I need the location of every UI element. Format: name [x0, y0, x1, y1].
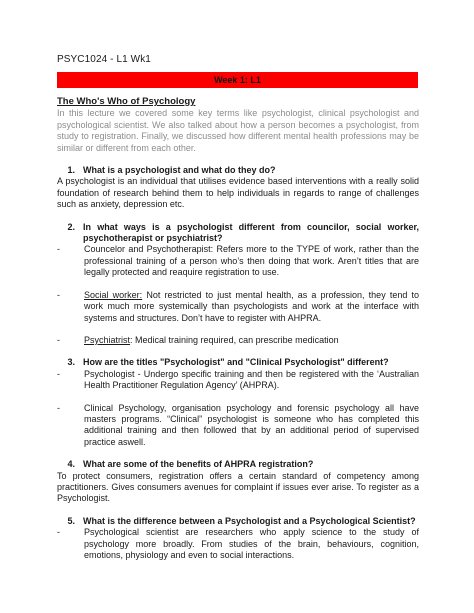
section-title: The Who's Who of Psychology — [57, 96, 196, 107]
question-number: 2. — [67, 221, 75, 232]
question-5 — [57, 516, 419, 527]
question-number: 1. — [67, 165, 75, 176]
bullet-dash: - — [57, 289, 60, 300]
answer-3-bullet-2 — [57, 403, 419, 449]
bullet-dash: - — [57, 402, 60, 413]
notes-body — [57, 96, 419, 572]
question-text: What is the difference between a Psychologist and a Psychological Scientist? — [83, 515, 416, 526]
question-3 — [57, 357, 419, 368]
week-banner — [57, 72, 418, 88]
bullet-text: Psychological scientist are researchers who apply science to the study of psychology more broadly. From studies of the brain, behaviours, cognition, emotions, physiology and even to social interactions. — [84, 527, 419, 560]
question-number: 4. — [67, 459, 75, 470]
question-1 — [57, 165, 419, 176]
bullet-text — [84, 335, 419, 346]
term-label: Social worker: — [84, 289, 143, 300]
bullet-dash: - — [57, 527, 60, 538]
answer-1: A psychologist is an individual that utilises evidence based interventions with a really solid foundation of research behind them to help individuals in regards to range of challenges such as anxiety, depression etc. — [57, 176, 419, 210]
answer-4: To protect consumers, registration offers a certain standard of competency among practitioners. Gives consumers avenues for complaint if issues ever arise. To register as a Psychologist. — [57, 470, 419, 504]
term-definition: Not restricted to just mental health, as a profession, they tend to work much more systemically than psychologists and work at the interface with systems and structures. Don’t have to register with AHPRA. — [84, 289, 419, 323]
answer-2-bullet-3 — [57, 335, 419, 346]
bullet-dash: - — [57, 244, 60, 255]
bullet-dash: - — [57, 334, 60, 345]
bullet-text: Clinical Psychology, organisation psychology and forensic psychology all have masters programs. “Clinical” psychologist is someone who has completed this additional training and then followed that by an additional period of supervised practice aswell. — [84, 402, 419, 447]
question-text: What are some of the benefits of AHPRA registration? — [83, 459, 314, 470]
bullet-dash: - — [57, 368, 60, 379]
course-code: PSYC1024 - L1 Wk1 — [57, 54, 151, 65]
bullet-text — [84, 290, 419, 324]
term-definition: : Medical training required, can prescribe medication — [130, 334, 339, 345]
question-text: In what ways is a psychologist different from councilor, social worker, psychotherapist or psychiatrist? — [83, 221, 419, 244]
term-label: Psychiatrist — [84, 334, 131, 345]
question-2 — [57, 222, 419, 245]
answer-3-bullet-1 — [57, 369, 419, 392]
bullet-text: Councelor and Psychotherapist: Refers more to the TYPE of work, rather than the professional training of a person who’s then doing that work. Aren’t titles that are legally protected and reaquire registration to use. — [84, 244, 419, 278]
answer-5-bullet-1 — [57, 527, 419, 561]
question-4 — [57, 459, 419, 470]
bullet-text: Psychologist - Undergo specific training and then be registered with the ‘Australian Health Practitioner Regulation Agency’ (AHPRA). — [84, 368, 419, 391]
question-number: 3. — [67, 357, 75, 368]
answer-2-bullet-2 — [57, 290, 419, 324]
question-number: 5. — [67, 515, 75, 526]
question-text: What is a psychologist and what do they do? — [83, 165, 276, 176]
week-label: Week 1: L1 — [214, 75, 261, 85]
question-text: How are the titles "Psychologist" and "Clinical Psychologist" different? — [83, 357, 389, 368]
answer-2-bullet-1 — [57, 244, 419, 278]
section-intro: In this lecture we covered some key terms like psychologist, clinical psychologist and psychological scientist. We also talked about how a person becomes a psychologist, from study to registration. Finally, we discussed how different mental health professions may be similar or different from each other. — [57, 108, 419, 153]
